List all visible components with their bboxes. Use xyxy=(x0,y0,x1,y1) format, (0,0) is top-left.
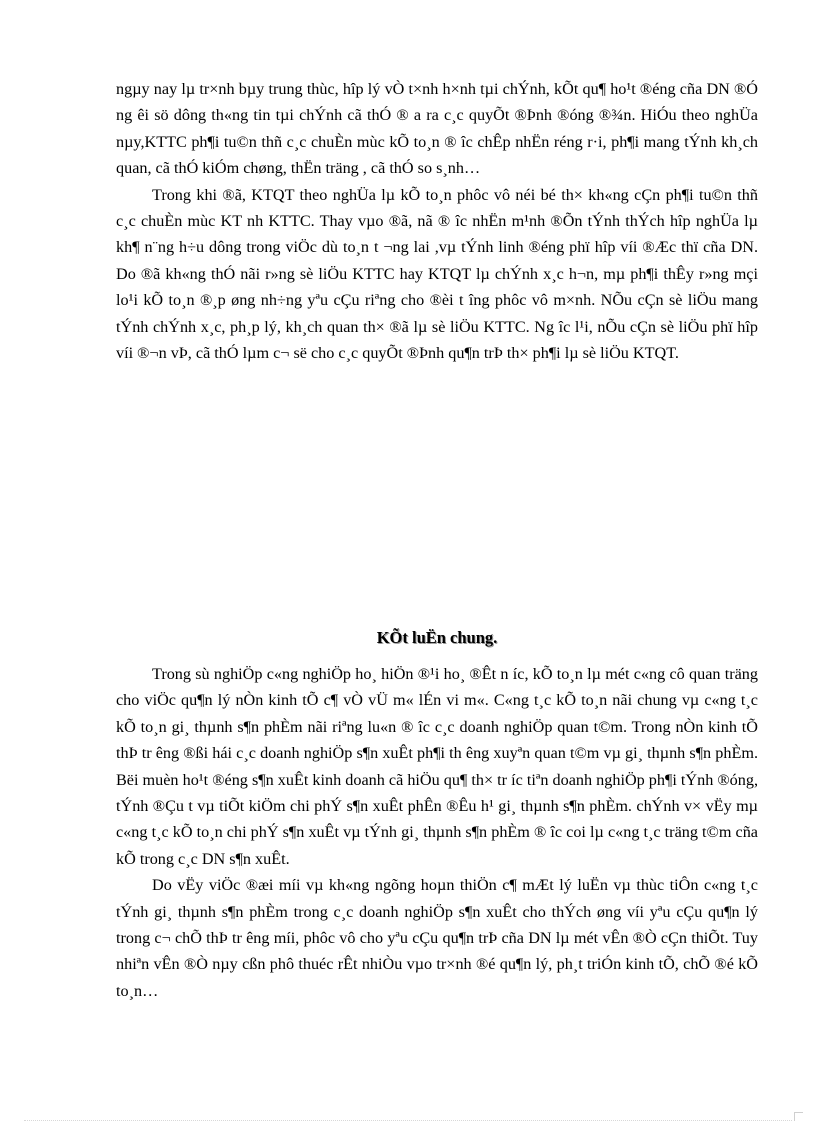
text-section-top xyxy=(116,76,758,366)
paragraph-continuation: ngµy nay lµ tr×nh bµy trung thùc, hîp lý vÒ t×nh h×nh tµi chÝnh, kÕt qu¶ ho¹t ®éng cña DN ®Ó ng êi sö dông th«ng tin tµi chÝnh cã thÓ ® a ra c¸c quyÕt ®Þnh ®óng ®¾n. HiÓu theo nghÜa nµy,KTTC ph¶i tu©n thñ c¸c chuÈn mùc kÕ to¸n ® îc chÊp nhËn réng r·i, ph¶i mang tÝnh kh¸ch quan, cã thÓ kiÓm chøng, thËn träng , cã thÓ so s¸nh… xyxy=(116,80,758,178)
text-section-conclusion xyxy=(116,661,758,1004)
section-heading: KÕt luËn chung. xyxy=(376,628,498,647)
page-bottom-divider xyxy=(24,1120,792,1121)
paragraph-conclusion-1: Trong sù nghiÖp c«ng nghiÖp ho¸ hiÖn ®¹i ho¸ ®Êt n íc, kÕ to¸n lµ mét c«ng cô quan träng cho viÖc qu¶n lý nÒn kinh tÕ c¶ vÒ vÜ m« lÉn vi m«. C«ng t¸c kÕ to¸n nãi chung vµ c«ng t¸c kÕ to¸n gi¸ thµnh s¶n phÈm nãi riªng lu«n ® îc c¸c doanh nghiÖp quan t©m. Trong nÒn kinh tÕ thÞ tr êng ®ßi hái c¸c doanh nghiÖp s¶n xuÊt ph¶i th êng xuyªn quan t©m vµ gi¸ thµnh s¶n phÈm. Bëi muèn ho¹t ®éng s¶n xuÊt kinh doanh cã hiÖu qu¶ th× tr íc tiªn doanh nghiÖp ph¶i tÝnh ®óng, tÝnh ®Çu t vµ tiÕt kiÖm chi phÝ s¶n xuÊt phÊn ®Êu h¹ gi¸ thµnh s¶n phÈm. chÝnh v× vËy mµ c«ng t¸c kÕ to¸n chi phÝ s¶n xuÊt vµ tÝnh gi¸ thµnh s¶n phÈm ® îc coi lµ c«ng t¸c träng t©m cña kÕ trong c¸c DN s¶n xuÊt. xyxy=(116,665,758,868)
paragraph-ktqt: Trong khi ®ã, KTQT theo nghÜa lµ kÕ to¸n phôc vô néi bé th× kh«ng cÇn ph¶i tu©n thñ c¸c chuÈn mùc KT nh KTTC. Thay vµo ®ã, nã ® îc nhËn m¹nh ®Õn tÝnh thÝch hîp nghÜa lµ kh¶ n¨ng h÷u dông trong viÖc dù to¸n t ¬ng lai ,vµ tÝnh linh ®éng phï hîp víi ®Æc thï cña DN. Do ®ã kh«ng thÓ nãi r»ng sè liÖu KTTC hay KTQT lµ chÝnh x¸c h¬n, mµ ph¶i thÊy r»ng mçi lo¹i kÕ to¸n ®¸p øng nh÷ng yªu cÇu riªng cho ®èi t îng phôc vô m×nh. NÕu cÇn sè liÖu mang tÝnh chÝnh x¸c, ph¸p lý, kh¸ch quan th× ®ã lµ sè liÖu KTTC. Ng îc l¹i, nÕu cÇn sè liÖu phï hîp víi ®¬n vÞ, cã thÓ lµm c¬ së cho c¸c quyÕt ®Þnh qu¶n trÞ th× ph¶i lµ sè liÖu KTQT. xyxy=(116,185,758,363)
page-corner-mark xyxy=(794,1112,803,1121)
paragraph-conclusion-2: Do vËy viÖc ®æi míi vµ kh«ng ngõng hoµn thiÖn c¶ mÆt lý luËn vµ thùc tiÔn c«ng t¸c tÝnh gi¸ thµnh s¶n phÈm trong c¸c doanh nghiÖp s¶n xuÊt cho thÝch øng víi yªu cÇu qu¶n lý trong c¬ chÕ thÞ tr êng míi, phôc vô cho yªu cÇu qu¶n trÞ cña DN lµ mét vÊn ®Ò cÇn thiÕt. Tuy nhiªn vÊn ®Ò nµy cßn phô thuéc rÊt nhiÒu vµo tr×nh ®é qu¶n lý, ph¸t triÓn kinh tÕ, chÕ ®é kÕ to¸n… xyxy=(116,876,758,1000)
